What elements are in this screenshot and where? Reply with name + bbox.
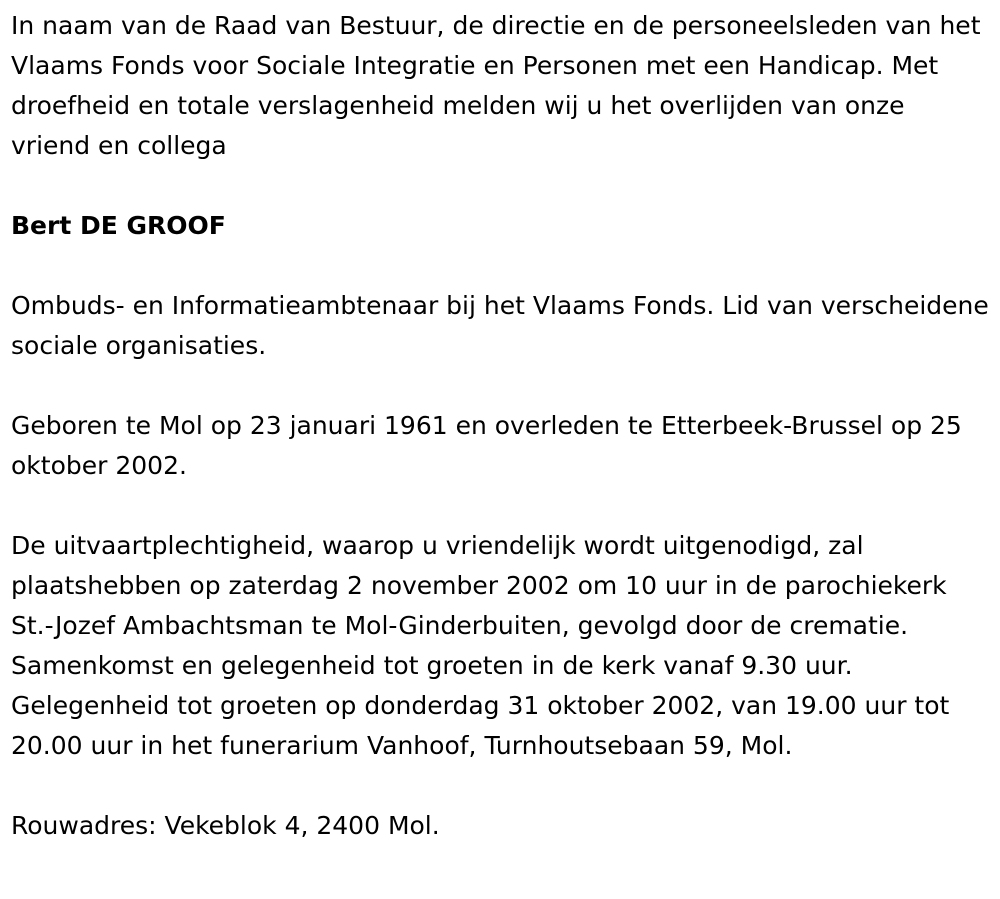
intro-paragraph: In naam van de Raad van Bestuur, de directie en de personeelsleden van het Vlaams Fonds voor Sociale Integratie en Personen met een Handicap. Met droefheid en totale verslagenheid melden wij u het overlijden van onze vriend en collega — [11, 11, 981, 160]
mourning-address: Rouwadres: Vekeblok 4, 2400 Mol. — [11, 811, 440, 840]
function-paragraph: Ombuds- en Informatieambtenaar bij het Vlaams Fonds. Lid van verscheidene sociale organisaties. — [11, 291, 989, 360]
funeral-paragraph: De uitvaartplechtigheid, waarop u vriendelijk wordt uitgenodigd, zal plaatshebben op zaterdag 2 november 2002 om 10 uur in de parochiekerk St.-Jozef Ambachtsman te Mol-Ginderbuiten, gevolgd door de crematie. Samenkomst en gelegenheid tot groeten in de kerk vanaf 9.30 uur. Gelegenheid tot groeten op donderdag 31 oktober 2002, van 19.00 uur tot 20.00 uur in het funerarium Vanhoof, Turnhoutsebaan 59, Mol. — [11, 531, 950, 760]
birth-death-paragraph: Geboren te Mol op 23 januari 1961 en overleden te Etterbeek-Brussel op 25 oktober 2002. — [11, 411, 962, 480]
obituary-notice — [11, 6, 991, 846]
deceased-name: Bert DE GROOF — [11, 211, 226, 240]
